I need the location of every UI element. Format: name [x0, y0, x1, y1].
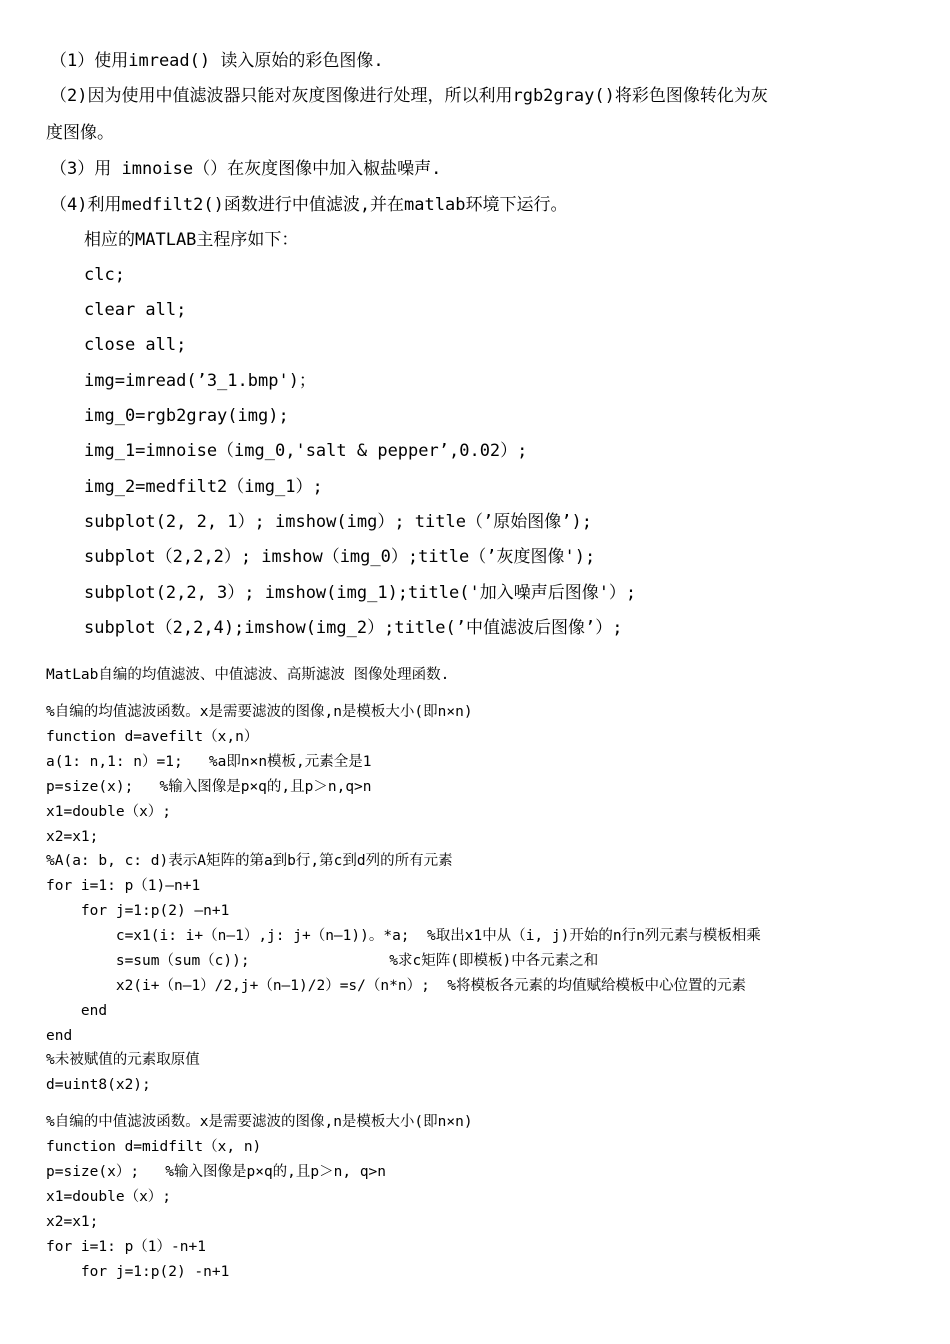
code-line: subplot(2, 2, 1）; imshow(img）; title（’原始图像’); — [84, 512, 592, 532]
code-line: %A(a: b, c: d)表示A矩阵的第a到b行,第c到d列的所有元素 — [46, 853, 453, 869]
code-line: for i=1: p（1)—n+1 — [46, 878, 201, 894]
code-line: img_0=rgb2gray(img); — [84, 406, 289, 426]
code-line: end — [46, 1003, 108, 1019]
code-line: img=imread(’3_1.bmp')； — [84, 371, 316, 391]
code-line: for i=1: p（1）-n+1 — [46, 1239, 206, 1255]
code-line: s=sum（sum（c)); %求c矩阵(即模板)中各元素之和 — [46, 953, 599, 969]
step-2: （2)因为使用中值滤波器只能对灰度图像进行处理，所以利用rgb2gray()将彩色图像转化为灰 — [50, 86, 768, 106]
code-line: x2(i+（n—1）/2,j+（n—1)/2）=s/（n*n）; %将模板各元素的均值赋给模板中心位置的元素 — [46, 978, 746, 994]
code-line: function d=avefilt（x,n） — [46, 729, 259, 745]
code-line: function d=midfilt（x, n) — [46, 1139, 262, 1155]
code-line: %自编的中值滤波函数。x是需要滤波的图像,n是模板大小(即n×n) — [46, 1114, 473, 1130]
code-line: x2=x1; — [46, 1214, 99, 1230]
code-line: subplot(2,2, 3）; imshow(img_1);title('加入噪声后图像'）; — [84, 583, 637, 603]
code-line: x2=x1; — [46, 829, 99, 845]
code-line: x1=double（x）; — [46, 804, 172, 820]
code-line: p=size(x); %输入图像是p×q的,且p＞n,q>n — [46, 779, 372, 795]
code-line: img_1=imnoise（img_0,'salt & pepper’,0.02）; — [84, 441, 528, 461]
code-line: for j=1:p(2) -n+1 — [46, 1264, 230, 1280]
code-line: close all; — [84, 335, 187, 355]
code-line: c=x1(i: i+（n—1）,j: j+（n—1))。*a; %取出x1中从（i, j)开始的n行n列元素与模板相乘 — [46, 928, 761, 944]
code-line: subplot（2,2,2）; imshow（img_0）;title（’灰度图像'); — [84, 547, 596, 567]
program-intro: 相应的MATLAB主程序如下： — [84, 230, 299, 250]
code-line: subplot（2,2,4);imshow(img_2）;title(’中值滤波后图像’）; — [84, 618, 623, 638]
step-1: （1）使用imread() 读入原始的彩色图像. — [50, 51, 384, 71]
step-4: （4)利用medfilt2()函数进行中值滤波,并在matlab环境下运行。 — [50, 195, 568, 215]
code-line: %未被赋值的元素取原值 — [46, 1052, 200, 1068]
code-line: d=uint8(x2); — [46, 1077, 151, 1093]
code-line: p=size(x）; %输入图像是p×q的,且p＞n, q>n — [46, 1164, 387, 1180]
code-line: x1=double（x）; — [46, 1189, 172, 1205]
code-line: %自编的均值滤波函数。x是需要滤波的图像,n是模板大小(即n×n) — [46, 704, 473, 720]
code-line: img_2=medfilt2（img_1）; — [84, 477, 323, 497]
code-line: end — [46, 1028, 73, 1044]
code-line: clear all; — [84, 300, 187, 320]
code-line: a(1: n,1: n）=1; %a即n×n模板,元素全是1 — [46, 754, 372, 770]
step-2-continued: 度图像。 — [46, 123, 114, 143]
code-line: clc; — [84, 265, 125, 285]
section-title: MatLab自编的均值滤波、中值滤波、高斯滤波 图像处理函数. — [46, 667, 450, 683]
code-line: for j=1:p(2) —n+1 — [46, 903, 230, 919]
step-3: （3）用 imnoise（）在灰度图像中加入椒盐噪声. — [50, 159, 442, 179]
